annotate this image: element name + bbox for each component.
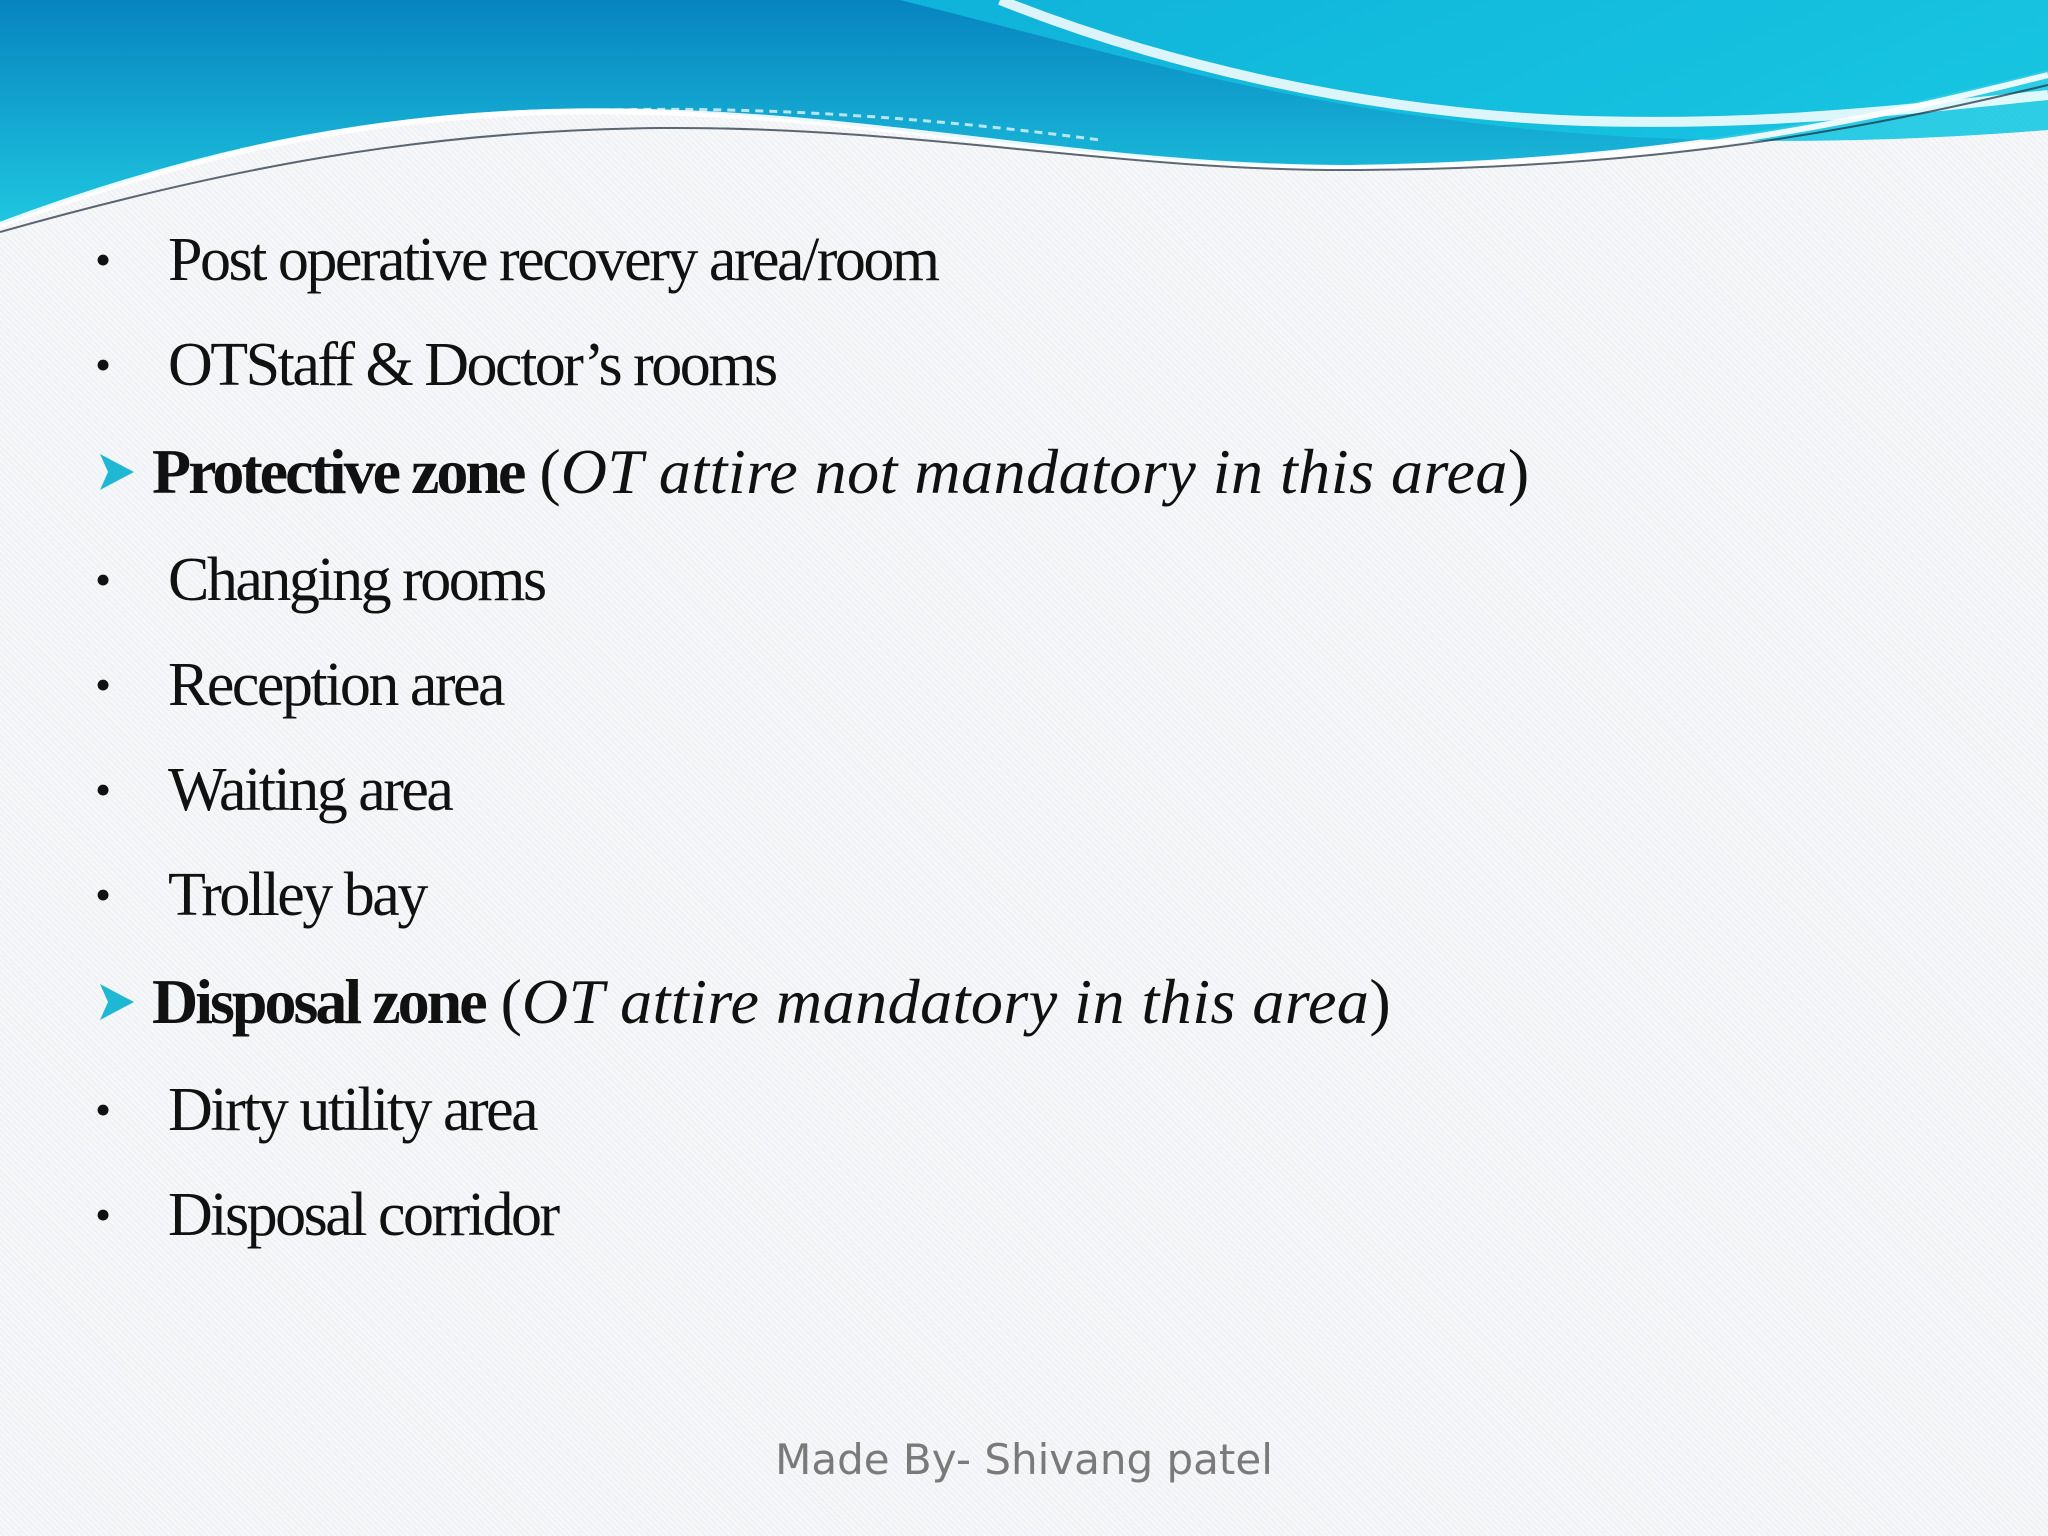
bullet-text: Waiting area (168, 756, 452, 824)
bullet-text: OTStaff & Doctor’s rooms (168, 331, 776, 399)
bullet-dot: • (94, 234, 112, 285)
bullet-text: Trolley bay (168, 861, 426, 929)
bullet-text: Disposal corridor (168, 1181, 558, 1249)
bullet-dot: • (94, 1189, 112, 1240)
arrow-bullet-icon (94, 432, 140, 512)
arrow-bullet-icon (94, 962, 140, 1042)
zone-attire-note: OT attire not mandatory in this area (560, 436, 1508, 507)
zone-attire-note: OT attire mandatory in this area (521, 966, 1370, 1037)
zone-name: Protective zone (152, 436, 524, 507)
zone-heading-text (152, 962, 1391, 1042)
zone-heading-text (152, 432, 1529, 512)
bullet-dot: • (94, 554, 112, 605)
bullet-text: Changing rooms (168, 546, 545, 614)
bullet-dot: • (94, 1084, 112, 1135)
zone-name: Disposal zone (152, 966, 485, 1037)
zone-close-paren: ) (1507, 436, 1530, 507)
zone-open-paren: ( (484, 966, 522, 1037)
bullet-dot: • (94, 339, 112, 390)
bullet-text: Dirty utility area (168, 1076, 537, 1144)
bullet-text: Post operative recovery area/room (168, 226, 938, 294)
bullet-text: Reception area (168, 651, 504, 719)
bullet-dot: • (94, 869, 112, 920)
bullet-dot: • (94, 764, 112, 815)
zone-close-paren: ) (1369, 966, 1391, 1037)
zone-open-paren: ( (523, 436, 561, 507)
footer-credit: Made By- Shivang patel (775, 1435, 1273, 1484)
bullet-dot: • (94, 659, 112, 710)
